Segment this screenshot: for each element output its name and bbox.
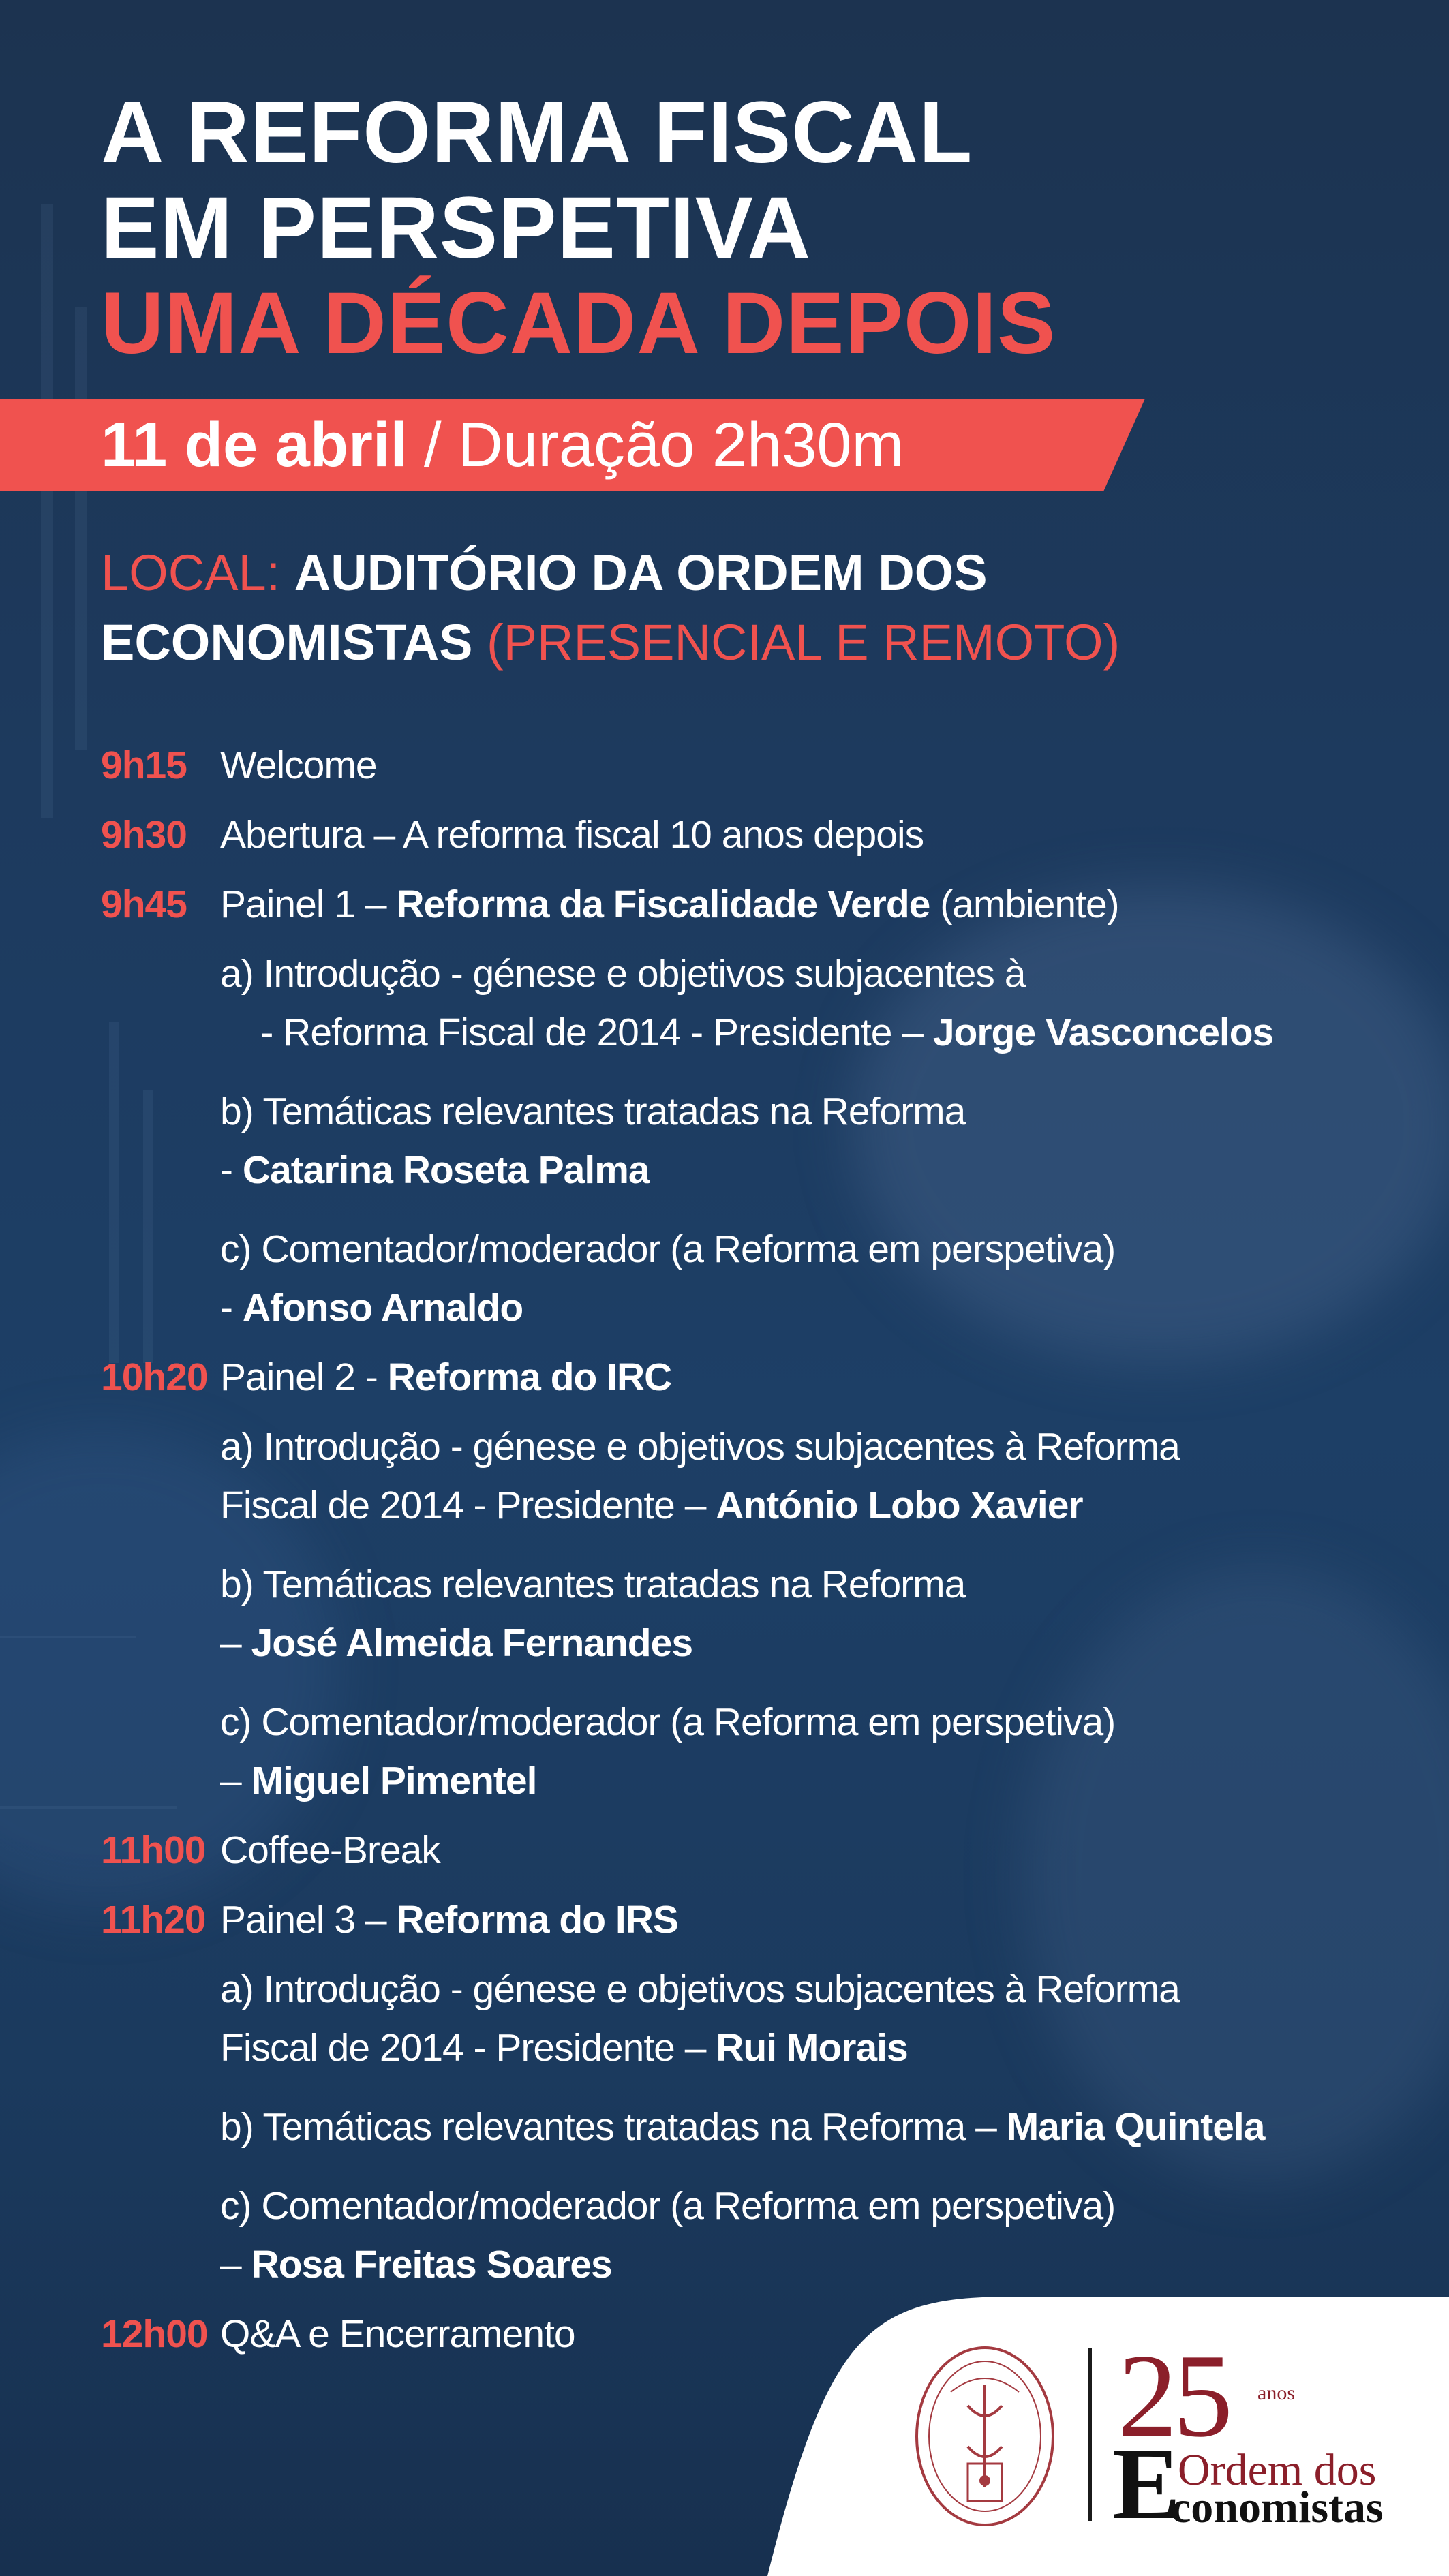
- anniversary-anos: anos: [1257, 2382, 1295, 2404]
- agenda-text: Coffee-Break: [220, 1828, 440, 1872]
- agenda-text: Q&A e Encerramento: [220, 2312, 575, 2356]
- subitem-text: -: [220, 1148, 243, 1192]
- agenda-subitem: [101, 1693, 1341, 1810]
- panel-number: Painel 1 –: [220, 883, 397, 926]
- event-location: [101, 538, 1120, 677]
- agenda-subitem: [101, 2098, 1341, 2156]
- location-place: AUDITÓRIO DA ORDEM DOS: [294, 545, 988, 601]
- agenda-item: [101, 736, 1341, 795]
- agenda-subitem: [101, 1220, 1341, 1337]
- agenda-item: [101, 806, 1341, 864]
- subitem-line: c) Comentador/moderador (a Reforma em perspetiva): [220, 1700, 1116, 1744]
- agenda-text: [220, 1890, 1341, 1949]
- agenda-time: 10h20: [101, 1355, 208, 1399]
- logo-divider: [1088, 2348, 1092, 2521]
- location-label: LOCAL:: [101, 545, 281, 601]
- location-place-line2: ECONOMISTAS: [101, 614, 473, 671]
- speaker-name: Rui Morais: [716, 2026, 908, 2070]
- subitem-text: b) Temáticas relevantes tratadas na Reforma –: [220, 2105, 1007, 2149]
- speaker-name: António Lobo Xavier: [716, 1484, 1083, 1527]
- agenda-item: [101, 1890, 1341, 1949]
- subitem-line: [220, 2098, 1341, 2156]
- subitem-line: a) Introdução - génese e objetivos subjacentes à Reforma: [220, 1967, 1180, 2011]
- subitem-line: a) Introdução - génese e objetivos subjacentes à: [220, 952, 1026, 996]
- agenda-subitem: [101, 1555, 1341, 1672]
- subitem-line: a) Introdução - génese e objetivos subjacentes à Reforma: [220, 1425, 1180, 1469]
- subitem-line: [220, 1614, 1341, 1672]
- subitem-text: –: [220, 1621, 251, 1665]
- subitem-text: –: [220, 2243, 251, 2286]
- agenda-subitem: [101, 1960, 1341, 2077]
- agenda-text: [220, 875, 1341, 934]
- org-name-line2: conomistas: [1171, 2483, 1384, 2532]
- agenda-text: Welcome: [220, 743, 377, 787]
- panel-number: Painel 3 –: [220, 1898, 397, 1942]
- panel-note: (ambiente): [930, 883, 1119, 926]
- subitem-line: [220, 1751, 1341, 1810]
- date-separator: /: [424, 410, 442, 480]
- agenda-subitem: [101, 1082, 1341, 1199]
- panel-title: Reforma do IRC: [387, 1355, 672, 1399]
- subitem-line: c) Comentador/moderador (a Reforma em perspetiva): [220, 1227, 1116, 1271]
- speaker-name: Rosa Freitas Soares: [251, 2243, 612, 2286]
- anniversary-logo: [1112, 2329, 1384, 2541]
- subitem-line: b) Temáticas relevantes tratadas na Reforma: [220, 1563, 966, 1606]
- event-date: 11 de abril: [101, 410, 408, 480]
- agenda-text: [220, 1348, 1341, 1407]
- agenda-text: Abertura – A reforma fiscal 10 anos depois: [220, 813, 924, 857]
- panel-title: Reforma do IRS: [396, 1898, 678, 1942]
- speaker-name: Maria Quintela: [1006, 2105, 1265, 2149]
- agenda-item: [101, 1348, 1341, 1407]
- agenda-subitem: [101, 1417, 1341, 1535]
- agenda-time: 9h30: [101, 813, 187, 857]
- speaker-name: José Almeida Fernandes: [251, 1621, 693, 1665]
- agenda-time: 11h20: [101, 1898, 206, 1942]
- subitem-line: [220, 1141, 1341, 1199]
- panel-number: Painel 2 -: [220, 1355, 388, 1399]
- agenda-time: 11h00: [101, 1828, 206, 1872]
- speaker-name: Afonso Arnaldo: [242, 1286, 523, 1330]
- agenda-item: [101, 1821, 1341, 1880]
- speaker-name: Jorge Vasconcelos: [932, 1011, 1274, 1054]
- subitem-text: Fiscal de 2014 - Presidente –: [220, 1484, 716, 1527]
- event-title: [101, 85, 1056, 371]
- location-mode: (PRESENCIAL E REMOTO): [487, 614, 1120, 671]
- subitem-line: [220, 2019, 1341, 2077]
- agenda-time: 9h45: [101, 883, 187, 926]
- org-name-line1: Ordem dos: [1178, 2445, 1377, 2495]
- speaker-name: Catarina Roseta Palma: [242, 1148, 650, 1192]
- subitem-line: c) Comentador/moderador (a Reforma em perspetiva): [220, 2184, 1116, 2228]
- title-line-2: EM PERSPETIVA: [101, 179, 811, 277]
- date-ribbon-text: [101, 408, 904, 482]
- agenda: [101, 736, 1341, 2363]
- agenda-item: [101, 875, 1341, 934]
- subtitle: UMA DÉCADA DEPOIS: [101, 275, 1056, 372]
- event-duration: Duração 2h30m: [457, 410, 904, 480]
- agenda-time: 9h15: [101, 743, 187, 787]
- subitem-line: [220, 1278, 1341, 1337]
- subitem-line: [220, 1476, 1341, 1535]
- subitem-line: b) Temáticas relevantes tratadas na Reforma: [220, 1090, 966, 1133]
- subitem-text: - Reforma Fiscal de 2014 - Presidente –: [220, 1011, 933, 1054]
- subitem-text: –: [220, 1759, 251, 1803]
- subitem-text: Fiscal de 2014 - Presidente –: [220, 2026, 716, 2070]
- agenda-subitem: [101, 2177, 1341, 2294]
- title-line-1: A REFORMA FISCAL: [101, 84, 973, 181]
- anniversary-number: 25: [1118, 2329, 1229, 2462]
- agenda-subitem: [101, 945, 1341, 1062]
- subitem-text: -: [220, 1286, 243, 1330]
- panel-title: Reforma da Fiscalidade Verde: [396, 883, 930, 926]
- subitem-line: [220, 1003, 1341, 1062]
- subitem-line: [220, 2235, 1341, 2294]
- ordem-seal-icon: [913, 2344, 1056, 2528]
- speaker-name: Miguel Pimentel: [251, 1759, 537, 1803]
- agenda-time: 12h00: [101, 2312, 208, 2356]
- org-initial: E: [1112, 2427, 1181, 2541]
